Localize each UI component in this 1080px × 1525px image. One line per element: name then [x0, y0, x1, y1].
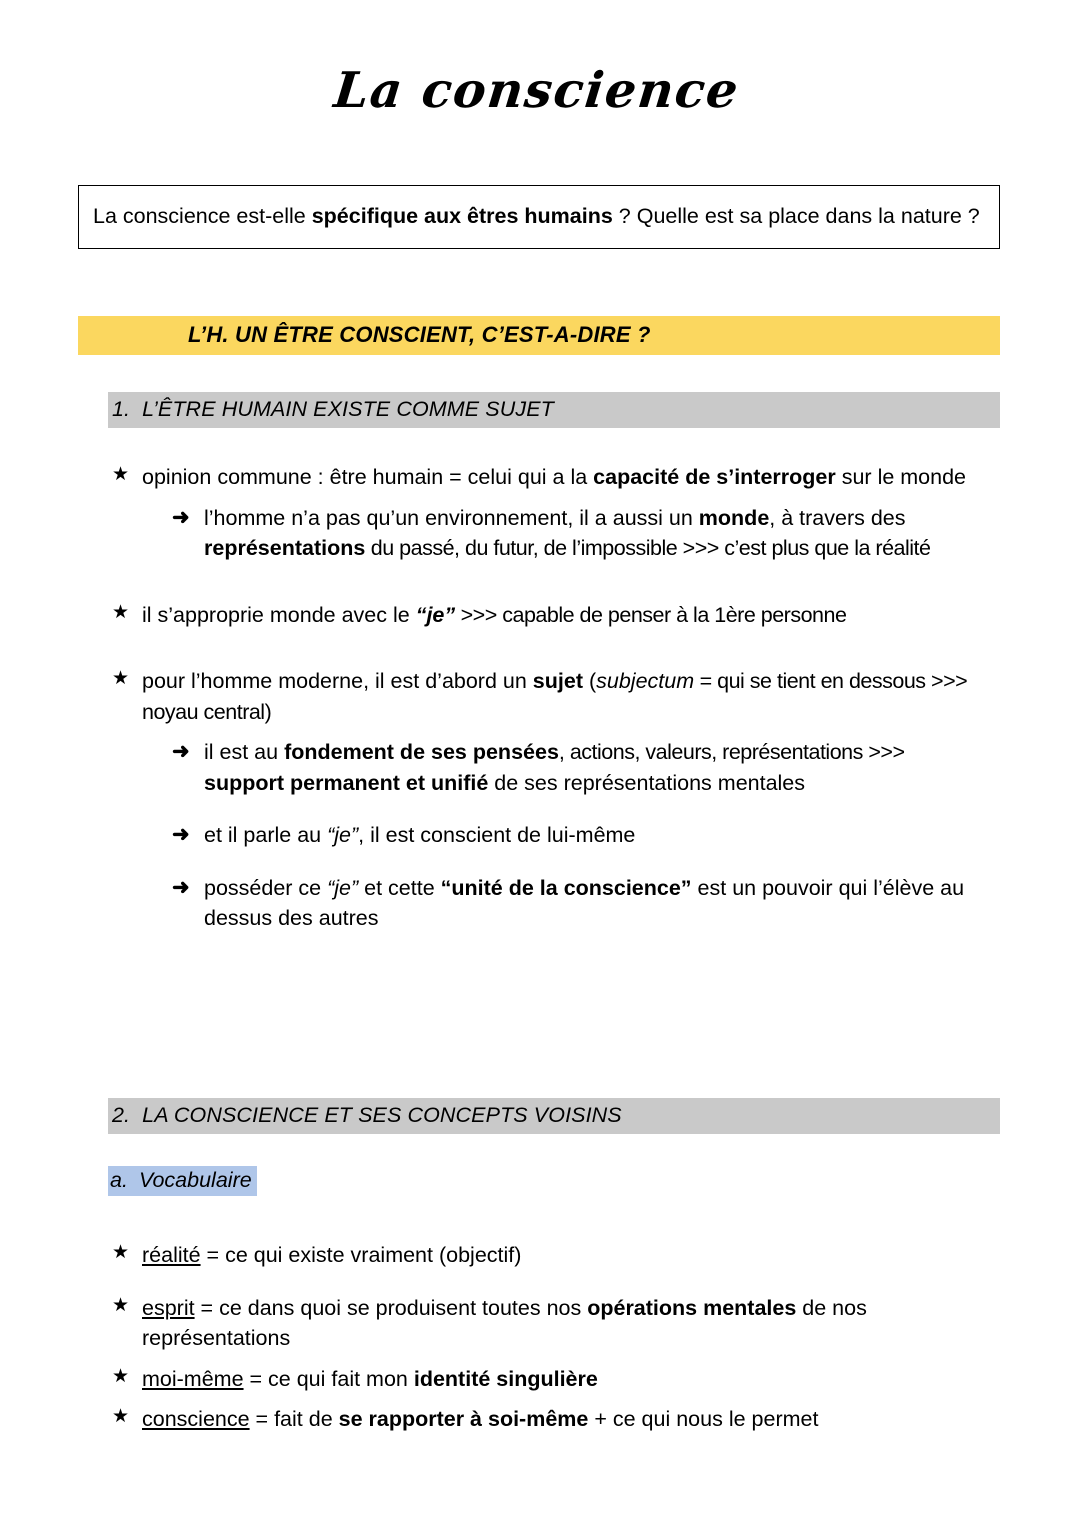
list-item	[112, 1293, 974, 1354]
arrow-bullet-icon: ➜	[172, 740, 190, 764]
section-1-content	[0, 462, 1080, 938]
question-text-part-1: La conscience est-elle	[93, 204, 312, 228]
bullet-text-a: il s’approprie monde avec le	[142, 602, 416, 627]
arrow-bullet-icon: ➜	[172, 505, 190, 529]
page-title: La conscience	[331, 61, 743, 119]
subsection-number: a.	[110, 1168, 128, 1192]
vocabulary-list	[0, 1240, 1080, 1435]
bullet-text-a: opinion commune : être humain = celui qui a la	[142, 465, 594, 489]
list-item	[112, 1364, 974, 1395]
vocabulary-definition-a: = fait de	[249, 1407, 339, 1432]
subsection-heading-vocabulaire	[108, 1166, 257, 1196]
list-item	[112, 462, 974, 493]
list-item	[112, 666, 974, 727]
vocabulary-term: moi-même	[142, 1366, 244, 1391]
section-heading-1	[108, 392, 1000, 428]
section-1-bullet-list	[0, 462, 1080, 934]
bullet-text-bold-1: monde	[698, 505, 770, 530]
bullet-text-bold: sujet	[532, 669, 583, 694]
bullet-text-a: pour l’homme moderne, il est d’abord un	[142, 669, 533, 694]
bullet-text-quoted-je: “je”	[415, 602, 456, 627]
vocabulary-definition-bold: se rapporter à soi-même	[338, 1407, 589, 1432]
question-text-emphasis: spécifique aux êtres humains	[311, 204, 613, 228]
list-item	[112, 1404, 974, 1435]
bullet-text-a: il est au	[204, 740, 285, 765]
bullet-text-b: sur le monde	[835, 465, 967, 489]
banner-heading-label: L’H. UN ÊTRE CONSCIENT, C’EST-A-DIRE ?	[188, 322, 651, 347]
bullet-text-bold: capacité de s’interroger	[593, 465, 836, 489]
arrow-bullet-icon: ➜	[172, 875, 190, 899]
bullet-text-bold-2: support permanent et unifié	[204, 770, 489, 795]
list-item	[172, 503, 982, 564]
bullet-text-c: du passé, du futur, de l’impossible >>> c’est plus que la réalité	[365, 536, 931, 561]
bullet-text-bold-2: représentations	[204, 536, 366, 561]
bullet-text-b: , à travers des	[769, 505, 906, 530]
section-label-1: L’ÊTRE HUMAIN EXISTE COMME SUJET	[142, 397, 554, 421]
vocabulary-definition-b: + ce qui nous le permet	[588, 1407, 819, 1432]
question-text-part-2: ? Quelle est sa place dans la nature ?	[612, 204, 980, 228]
list-item	[172, 737, 982, 798]
vocabulary-definition-bold: opérations mentales	[587, 1295, 797, 1320]
section-heading-2	[108, 1098, 1000, 1134]
list-item	[172, 820, 982, 851]
bullet-text-bold: “unité de la conscience”	[440, 875, 692, 900]
bullet-text-b: et cette	[358, 875, 441, 900]
bullet-text-c: est un pouvoir qui l’élève au dessus des autres	[204, 875, 965, 931]
vocabulary-term: esprit	[142, 1295, 195, 1320]
arrow-bullet-icon: ➜	[172, 823, 190, 847]
star-bullet-icon: ★	[112, 601, 130, 623]
bullet-text-b: , il est conscient de lui-même	[358, 823, 636, 848]
bullet-text-quoted-je: “je”	[327, 823, 359, 848]
bullet-text-quoted-je: “je”	[327, 875, 359, 900]
section-2-content	[0, 1240, 1080, 1439]
vocabulary-definition-b: de nos représentations	[142, 1295, 867, 1351]
bullet-text-b: , actions, valeurs, représentations >>>	[558, 740, 905, 765]
section-number-2: 2.	[112, 1103, 131, 1127]
vocabulary-term: réalité	[142, 1243, 201, 1267]
bullet-text-c: de ses représentations mentales	[488, 770, 806, 795]
question-box	[78, 185, 1000, 249]
section-label-2: LA CONSCIENCE ET SES CONCEPTS VOISINS	[142, 1103, 622, 1127]
vocabulary-definition-a: = ce qui existe vraiment (objectif)	[200, 1243, 522, 1267]
bullet-text-a: l’homme n’a pas qu’un environnement, il a aussi un	[204, 505, 699, 530]
vocabulary-definition-bold: identité singulière	[413, 1366, 598, 1391]
star-bullet-icon: ★	[112, 668, 130, 690]
vocabulary-definition-a: = ce qui fait mon	[243, 1366, 414, 1391]
vocabulary-term: conscience	[142, 1407, 250, 1432]
bullet-text-bold-1: fondement de ses pensées	[284, 740, 559, 765]
bullet-text-b: >>> capable de penser à la 1ère personne	[455, 602, 847, 627]
star-bullet-icon: ★	[112, 1365, 130, 1387]
section-number-1: 1.	[112, 397, 131, 421]
subsection-label: Vocabulaire	[138, 1168, 252, 1192]
list-item	[172, 873, 982, 934]
bullet-text-c: = qui se tient en dessous >>> noyau central)	[142, 669, 968, 724]
bullet-text-b: (	[582, 669, 597, 694]
list-item	[112, 1240, 974, 1271]
list-item	[112, 600, 974, 631]
banner-heading-highlighted	[78, 316, 1000, 355]
star-bullet-icon: ★	[112, 464, 130, 485]
vocabulary-definition-a: = ce dans quoi se produisent toutes nos	[194, 1295, 588, 1320]
bullet-text-a: posséder ce	[204, 875, 328, 900]
star-bullet-icon: ★	[112, 1294, 130, 1316]
bullet-text-italic: subjectum	[596, 669, 695, 694]
star-bullet-icon: ★	[112, 1242, 130, 1263]
bullet-text-a: et il parle au	[204, 823, 328, 848]
star-bullet-icon: ★	[112, 1406, 130, 1428]
